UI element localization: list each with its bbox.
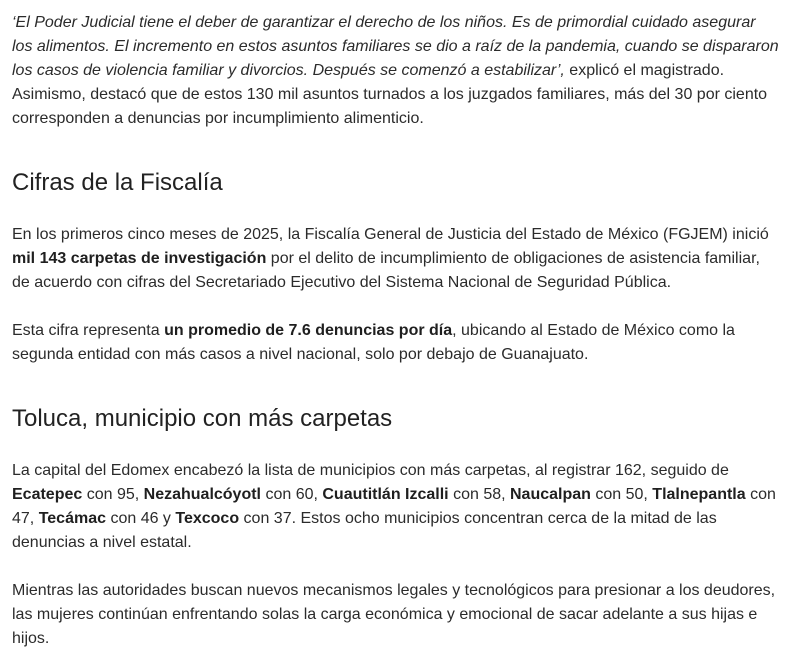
intro-paragraph [12,11,780,131]
toluca-text-4: con 50, [590,486,653,503]
toluca-text-3: con 58, [448,486,510,503]
fiscalia-paragraph-1 [12,223,780,295]
toluca-text-7: con 37. Estos ocho municipios concentran cerca de la mitad de las denuncias a nivel estatal. [12,510,717,551]
municipality-tecamac: Tecámac [38,510,106,527]
fiscalia-p1-after: por el delito de incumplimiento de obligaciones de asistencia familiar, de acuerdo con cifras del Secretariado Ejecutivo del Sistema Nacional de Seguridad Pública. [12,250,760,291]
section-heading-toluca: Toluca, municipio con más carpetas [12,405,393,432]
toluca-text-2: con 60, [261,486,323,503]
municipality-ecatepec: Ecatepec [12,486,83,503]
toluca-paragraph-1 [12,459,780,555]
intro-text: explicó el magistrado. Asimismo, destacó que de estos 130 mil asuntos turnados a los juzgados familiares, más del 30 por ciento corresponden a denuncias por incumplimiento alimenticio. [12,62,768,127]
fiscalia-p1-before: En los primeros cinco meses de 2025, la Fiscalía General de Justicia del Estado de México (FGJEM) inició [12,226,769,243]
fiscalia-p2-before: Esta cifra representa [12,322,165,339]
municipality-naucalpan: Naucalpan [510,486,591,503]
toluca-text-1: con 95, [82,486,144,503]
fiscalia-p2-after: , ubicando al Estado de México como la segunda entidad con más casos a nivel nacional, solo por debajo de Guanajuato. [12,322,735,363]
municipality-texcoco: Texcoco [175,510,240,527]
closing-paragraph: Mientras las autoridades buscan nuevos mecanismos legales y tecnológicos para presionar a los deudores, las mujeres continúan enfrentando solas la carga económica y emocional de sacar adelante a sus hijas e hijos. [12,582,776,647]
fiscalia-p2-highlight: un promedio de 7.6 denuncias por día [164,322,453,339]
judge-quote: ‘El Poder Judicial tiene el deber de garantizar el derecho de los niños. Es de primordial cuidado asegurar los alimentos. El incremento en estos asuntos familiares se dio a raíz de la pandemia, cuando se dispararon los casos de violencia familiar y divorcios. Después se comenzó a estabilizar’, [12,14,779,79]
toluca-text-0: La capital del Edomex encabezó la lista de municipios con más carpetas, al registrar 162, seguido de [12,462,729,479]
municipality-cuautitlan-izcalli: Cuautitlán Izcalli [322,486,449,503]
article-body [0,11,792,651]
toluca-text-6: con 46 y [106,510,176,527]
fiscalia-p1-highlight: mil 143 carpetas de investigación [12,250,267,267]
municipality-tlalnepantla: Tlalnepantla [652,486,746,503]
fiscalia-paragraph-2 [12,319,780,367]
toluca-text-5: con 47, [12,486,776,527]
section-heading-fiscalia: Cifras de la Fiscalía [12,169,223,196]
municipality-nezahualcoyotl: Nezahualcóyotl [143,486,261,503]
